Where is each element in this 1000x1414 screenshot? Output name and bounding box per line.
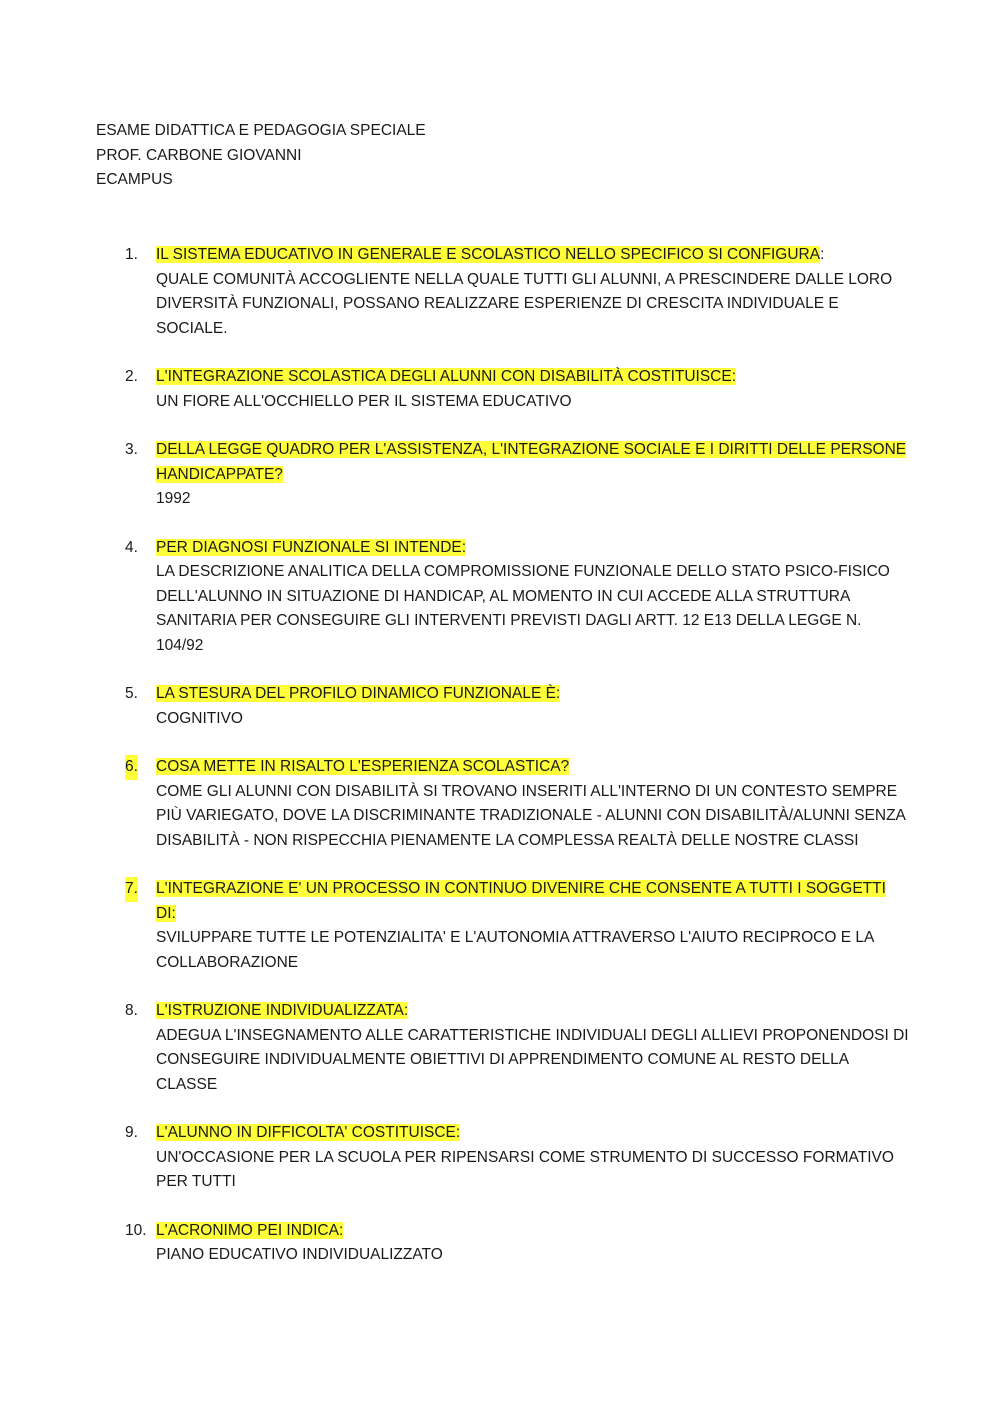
highlighted-question: L'INTEGRAZIONE SCOLASTICA DEGLI ALUNNI CON DISABILITÀ COSTITUISCE: [156,368,737,385]
question-item-4 [0,536,1000,659]
highlighted-question: L'INTEGRAZIONE E' UN PROCESSO IN CONTINUO DIVENIRE CHE CONSENTE A TUTTI I SOGGETTI DI: [156,880,886,922]
document-header [96,119,426,193]
answer-text: COGNITIVO [156,709,243,727]
answer-text: LA DESCRIZIONE ANALITICA DELLA COMPROMISSIONE FUNZIONALE DELLO STATO PSICO-FISICO DELL'ALUNNO IN SITUAZIONE DI HANDICAP, AL MOMENTO IN CUI ACCEDE ALLA STRUTTURA SANITARIA PER CONSEGUIRE GLI INTERVENTI PREVISTI DAGLI ARTT. 12 E13 DELLA LEGGE N. 104/92 [156,563,890,654]
question-number: 9. [125,1124,138,1141]
question-text [156,246,824,263]
question-item-9 [0,1121,1000,1195]
highlighted-question: IL SISTEMA EDUCATIVO IN GENERALE E SCOLASTICO NELLO SPECIFICO SI CONFIGURA [156,246,821,263]
highlighted-question: DELLA LEGGE QUADRO PER L'ASSISTENZA, L'INTEGRAZIONE SOCIALE E I DIRITTI DELLE PERSONE HANDICAPPATE? [156,441,907,483]
exam-title: ESAME DIDATTICA E PEDAGOGIA SPECIALE [96,122,426,139]
question-number: 5. [125,685,138,702]
question-number: 7. [125,877,138,902]
question-item-8 [0,999,1000,1097]
highlighted-question: L'ALUNNO IN DIFFICOLTA' COSTITUISCE: [156,1124,461,1141]
question-text [156,1002,408,1019]
professor-name: PROF. CARBONE GIOVANNI [96,146,302,164]
question-item-10 [0,1219,1000,1268]
answer-text: QUALE COMUNITÀ ACCOGLIENTE NELLA QUALE TUTTI GLI ALUNNI, A PRESCINDERE DALLE LORO DIVERSITÀ FUNZIONALI, POSSANO REALIZZARE ESPERIENZE DI CRESCITA INDIVIDUALE E SOCIALE. [156,270,893,337]
question-text [156,880,886,922]
question-number: 4. [125,538,138,556]
question-text [156,441,906,483]
question-list [0,243,1000,1292]
question-text [156,1222,343,1239]
question-number: 8. [125,1002,138,1019]
highlighted-question: PER DIAGNOSI FUNZIONALE SI INTENDE: [156,538,467,556]
highlighted-question: COSA METTE IN RISALTO L'ESPERIENZA SCOLASTICA? [156,758,570,775]
question-text [156,1124,460,1141]
answer-text: UN'OCCASIONE PER LA SCUOLA PER RIPENSARSI COME STRUMENTO DI SUCCESSO FORMATIVO PER TUTTI [156,1148,894,1190]
question-text [156,368,736,385]
answer-text: SVILUPPARE TUTTE LE POTENZIALITA' E L'AUTONOMIA ATTRAVERSO L'AIUTO RECIPROCO E LA COLLABORAZIONE [156,929,874,971]
question-text [156,685,560,702]
question-tail: : [820,246,825,263]
question-number: 3. [125,441,138,458]
question-item-3 [0,438,1000,512]
question-item-5 [0,682,1000,731]
question-number: 6. [125,755,138,780]
highlighted-question: L'ACRONIMO PEI INDICA: [156,1221,344,1239]
question-number: 2. [125,368,138,385]
highlighted-question: L'ISTRUZIONE INDIVIDUALIZZATA: [156,1002,409,1019]
question-item-6 [0,755,1000,853]
institution-name: ECAMPUS [96,171,173,188]
question-number: 10. [125,1221,147,1239]
answer-text: PIANO EDUCATIVO INDIVIDUALIZZATO [156,1246,443,1263]
answer-text: 1992 [156,490,191,507]
answer-text: ADEGUA L'INSEGNAMENTO ALLE CARATTERISTICHE INDIVIDUALI DEGLI ALLIEVI PROPONENDOSI DI CONSEGUIRE INDIVIDUALMENTE OBIETTIVI DI APPRENDIMENTO COMUNE AL RESTO DELLA CLASSE [156,1026,909,1093]
answer-text: UN FIORE ALL'OCCHIELLO PER IL SISTEMA EDUCATIVO [156,392,572,410]
answer-text: COME GLI ALUNNI CON DISABILITÀ SI TROVANO INSERITI ALL'INTERNO DI UN CONTESTO SEMPRE PIÙ VARIEGATO, DOVE LA DISCRIMINANTE TRADIZIONALE - ALUNNI CON DISABILITÀ/ALUNNI SENZA DISABILITÀ - NON RISPECCHIA PIENAMENTE LA COMPLESSA REALTÀ DELLE NOSTRE CLASSI [156,782,906,849]
question-text [156,539,466,556]
question-item-1 [0,243,1000,341]
highlighted-question: LA STESURA DEL PROFILO DINAMICO FUNZIONALE È: [156,685,561,702]
question-text [156,758,569,775]
question-item-2 [0,365,1000,414]
question-item-7 [0,877,1000,975]
question-number: 1. [125,246,138,263]
